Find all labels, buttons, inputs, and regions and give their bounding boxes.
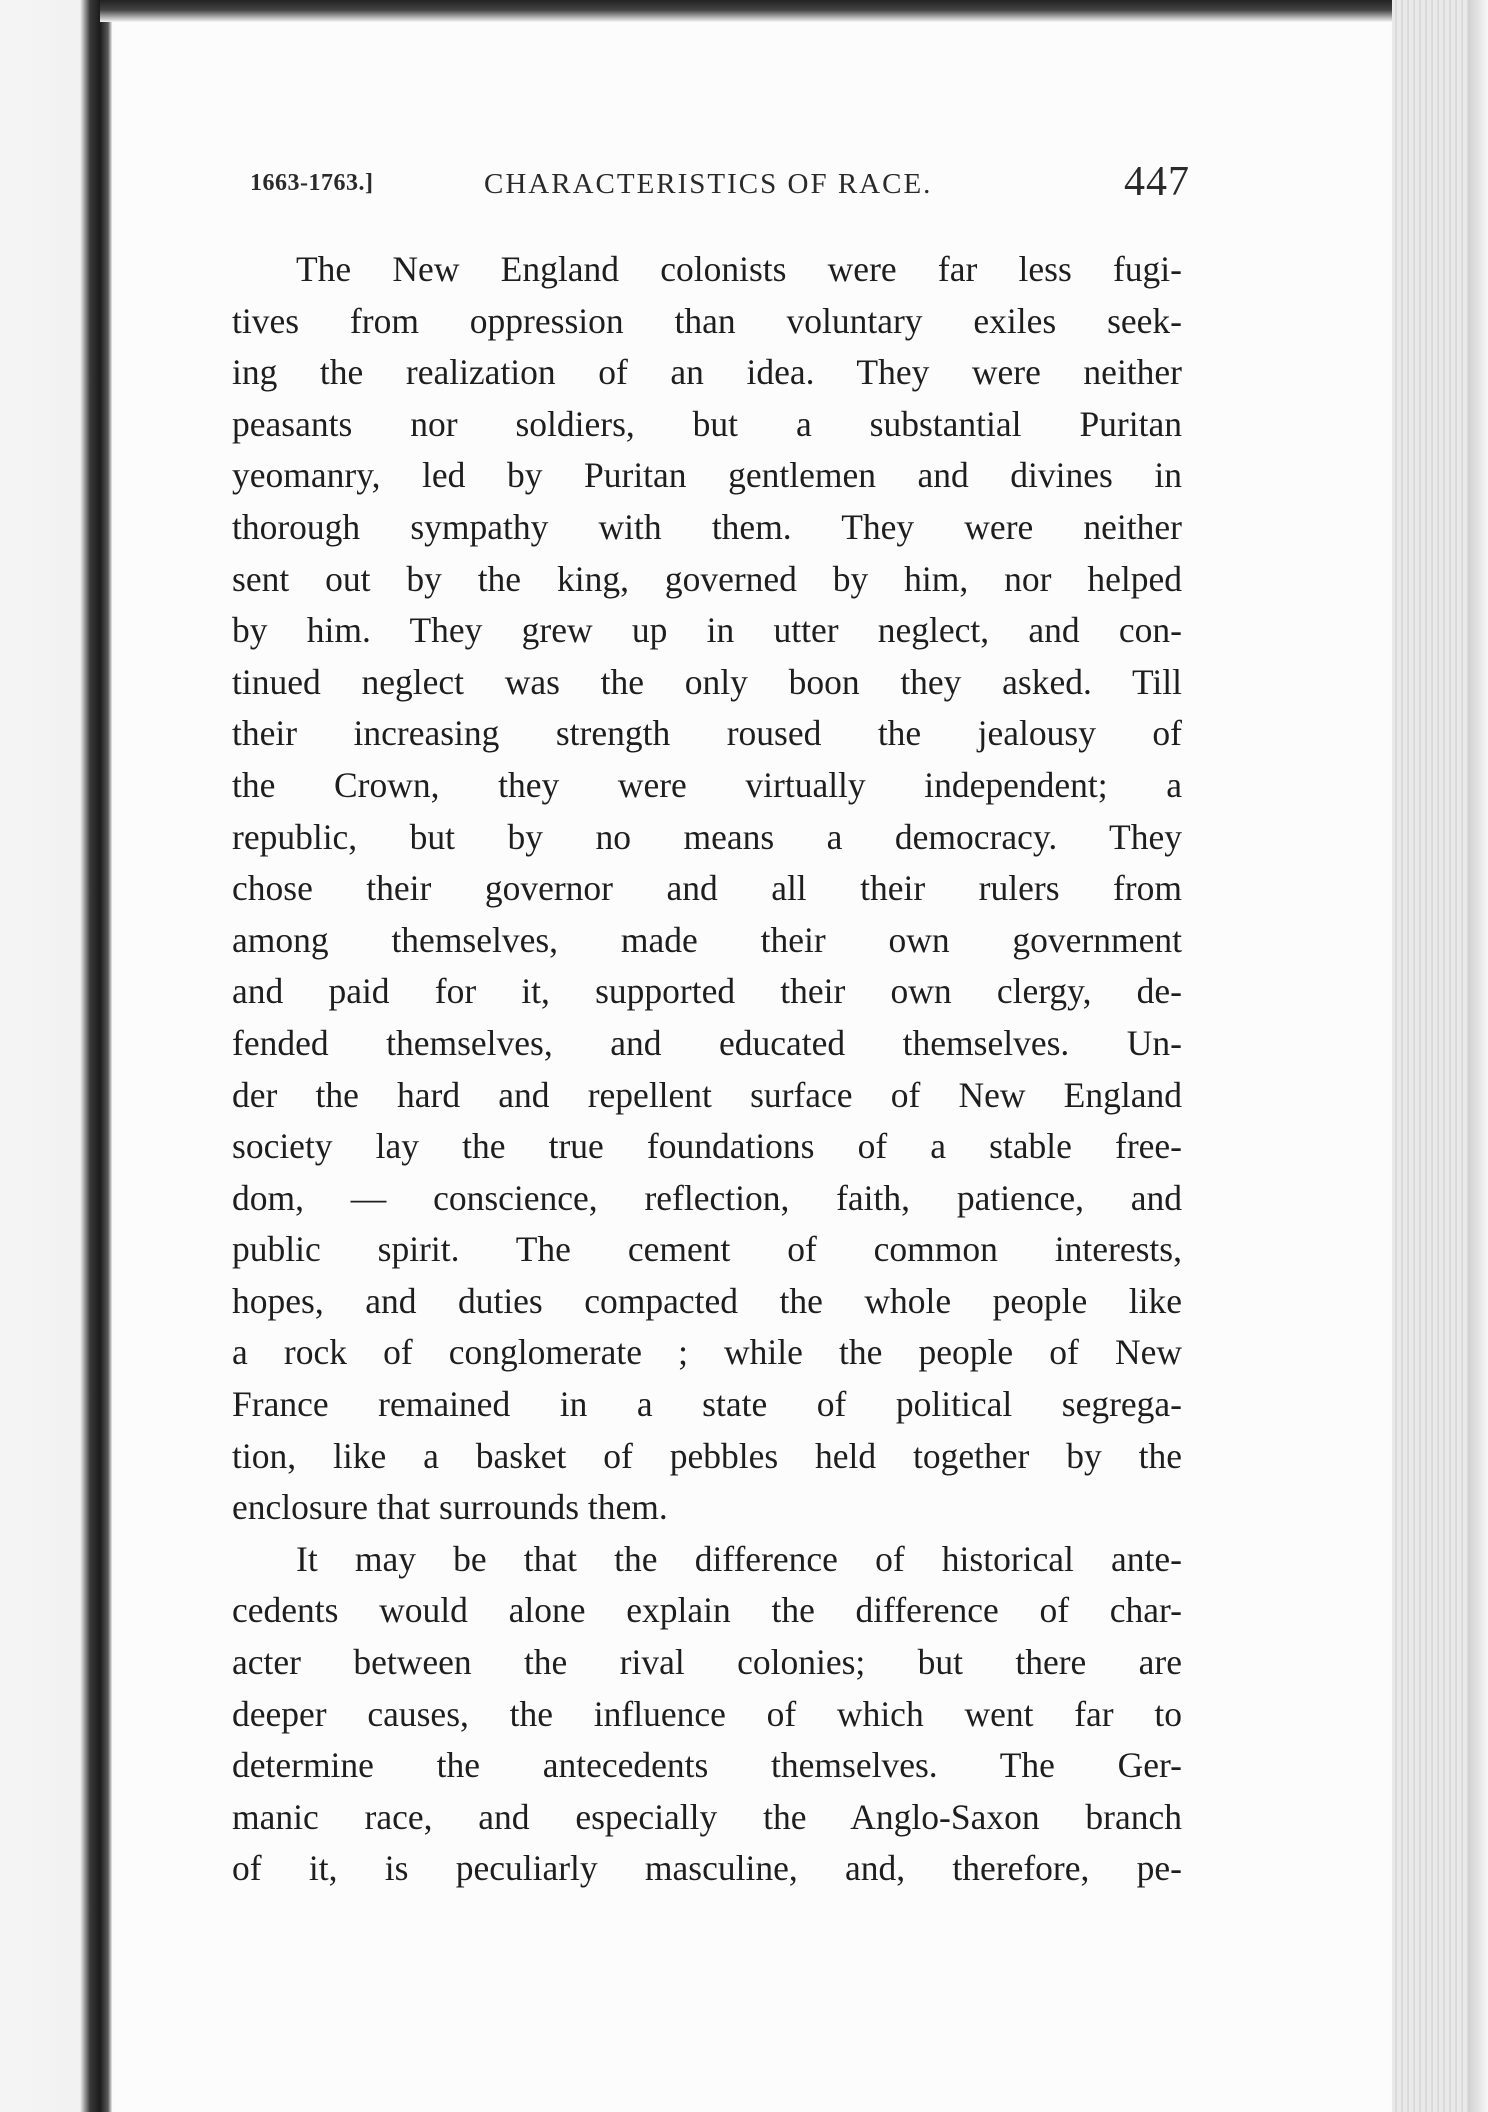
text-line: their increasing strength roused the jealousy of (232, 713, 1182, 754)
text-line: peasants nor soldiers, but a substantial Puritan (232, 403, 1182, 444)
text-line: society lay the true foundations of a stable free- (232, 1126, 1182, 1167)
text-line: tion, like a basket of pebbles held together by the (232, 1435, 1182, 1476)
text-line: a rock of conglomerate ; while the people of New (232, 1332, 1182, 1373)
text-line: acter between the rival colonies; but there are (232, 1642, 1182, 1683)
text-line: public spirit. The cement of common interests, (232, 1229, 1182, 1270)
text-line: The New England colonists were far less fugi- (296, 249, 1182, 289)
paragraph-2 (232, 1534, 1182, 1895)
text-line: cedents would alone explain the difference of char- (232, 1590, 1182, 1631)
running-header (250, 158, 1190, 218)
text-line: by him. They grew up in utter neglect, and con- (232, 610, 1182, 651)
header-years: 1663-1763.] (250, 170, 374, 196)
book-binding (0, 0, 112, 2112)
text-line: dom, — conscience, reflection, faith, patience, and (232, 1177, 1182, 1218)
text-line: enclosure that surrounds them. (232, 1487, 668, 1528)
text-line: tinued neglect was the only boon they asked. Till (232, 661, 1182, 702)
text-line: yeomanry, led by Puritan gentlemen and divines in (232, 455, 1182, 496)
text-line: chose their governor and all their rulers from (232, 868, 1182, 909)
text-line: thorough sympathy with them. They were neither (232, 506, 1182, 547)
text-line: deeper causes, the influence of which went far to (232, 1693, 1182, 1734)
text-line: It may be that the difference of historical ante- (296, 1538, 1182, 1579)
text-line: the Crown, they were virtually independent; a (232, 764, 1182, 805)
text-line: sent out by the king, governed by him, nor helped (232, 558, 1182, 599)
page-number: 447 (1124, 159, 1190, 205)
text-line: and paid for it, supported their own clergy, de- (232, 971, 1182, 1012)
text-line: der the hard and repellent surface of New England (232, 1074, 1182, 1115)
text-line: ing the realization of an idea. They were neither (232, 352, 1182, 393)
text-line: France remained in a state of political segrega- (232, 1384, 1182, 1425)
body-text (232, 244, 1182, 1895)
text-line: manic race, and especially the Anglo-Saxon branch (232, 1796, 1182, 1837)
text-line: determine the antecedents themselves. The Ger- (232, 1745, 1182, 1786)
top-page-edge (100, 0, 1460, 22)
text-line: among themselves, made their own government (232, 919, 1182, 960)
text-line: hopes, and duties compacted the whole people like (232, 1280, 1182, 1321)
paragraph-1 (232, 244, 1182, 1534)
text-line: tives from oppression than voluntary exiles seek- (232, 300, 1182, 341)
page-stack-edges (1392, 0, 1488, 2112)
text-line: republic, but by no means a democracy. They (232, 816, 1182, 857)
text-line: of it, is peculiarly masculine, and, therefore, pe- (232, 1848, 1182, 1889)
running-title: CHARACTERISTICS OF RACE. (484, 168, 933, 200)
text-line: fended themselves, and educated themselves. Un- (232, 1022, 1182, 1063)
